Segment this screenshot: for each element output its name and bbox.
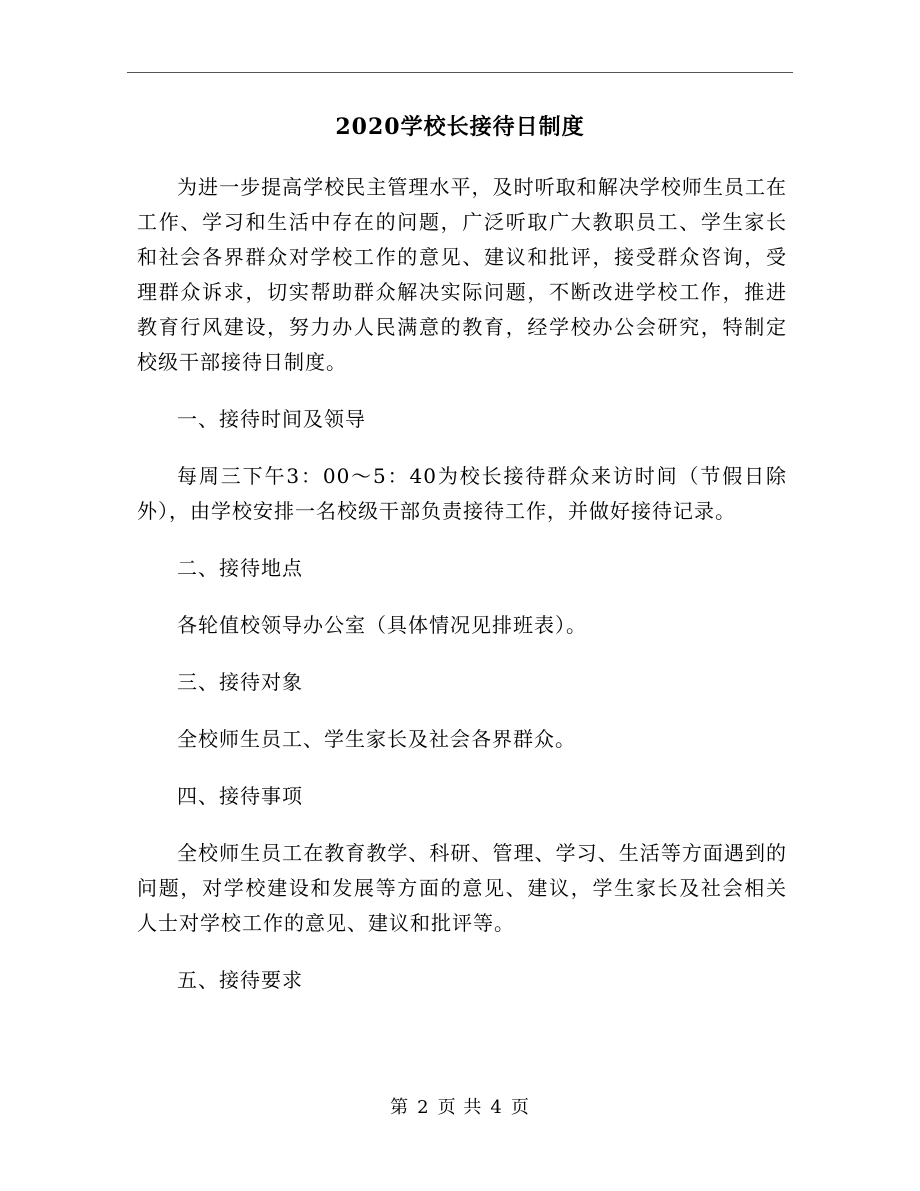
footer-prefix: 第 (390, 1097, 410, 1118)
document-body (137, 170, 787, 998)
header-rule (127, 72, 793, 73)
page-footer (0, 1096, 920, 1120)
section-body-4: 全校师生员工在教育教学、科研、管理、学习、生活等方面遇到的问题，对学校建设和发展等方面的意见、建议，学生家长及社会相关人士对学校工作的意见、建议和批评等。 (137, 841, 787, 935)
section-heading-1: 一、接待时间及领导 (177, 407, 366, 431)
footer-total-pages: 4 (490, 1097, 503, 1118)
section-heading-3: 三、接待对象 (177, 670, 303, 694)
section-heading-4: 四、接待事项 (177, 784, 303, 808)
section-body-1: 每周三下午3：00～5：40为校长接待群众来访时间（节假日除外），由学校安排一名校级干部负责接待工作，并做好接待记录。 (137, 464, 787, 523)
section-heading-5: 五、接待要求 (177, 968, 303, 992)
section-body-2: 各轮值校领导办公室（具体情况见排班表）。 (177, 613, 587, 637)
footer-middle: 页 共 (437, 1097, 483, 1118)
document-title: 2020学校长接待日制度 (335, 114, 585, 140)
section-heading-2: 二、接待地点 (177, 556, 303, 580)
footer-page-number: 2 (417, 1097, 430, 1118)
footer-suffix: 页 (510, 1097, 530, 1118)
section-body-3: 全校师生员工、学生家长及社会各界群众。 (177, 727, 576, 751)
intro-paragraph: 为进一步提高学校民主管理水平，及时听取和解决学校师生员工在工作、学习和生活中存在的问题，广泛听取广大教职员工、学生家长和社会各界群众对学校工作的意见、建议和批评，接受群众咨询，受理群众诉求，切实帮助群众解决实际问题，不断改进学校工作，推进教育行风建设，努力办人民满意的教育，经学校办公会研究，特制定校级干部接待日制度。 (137, 175, 787, 374)
